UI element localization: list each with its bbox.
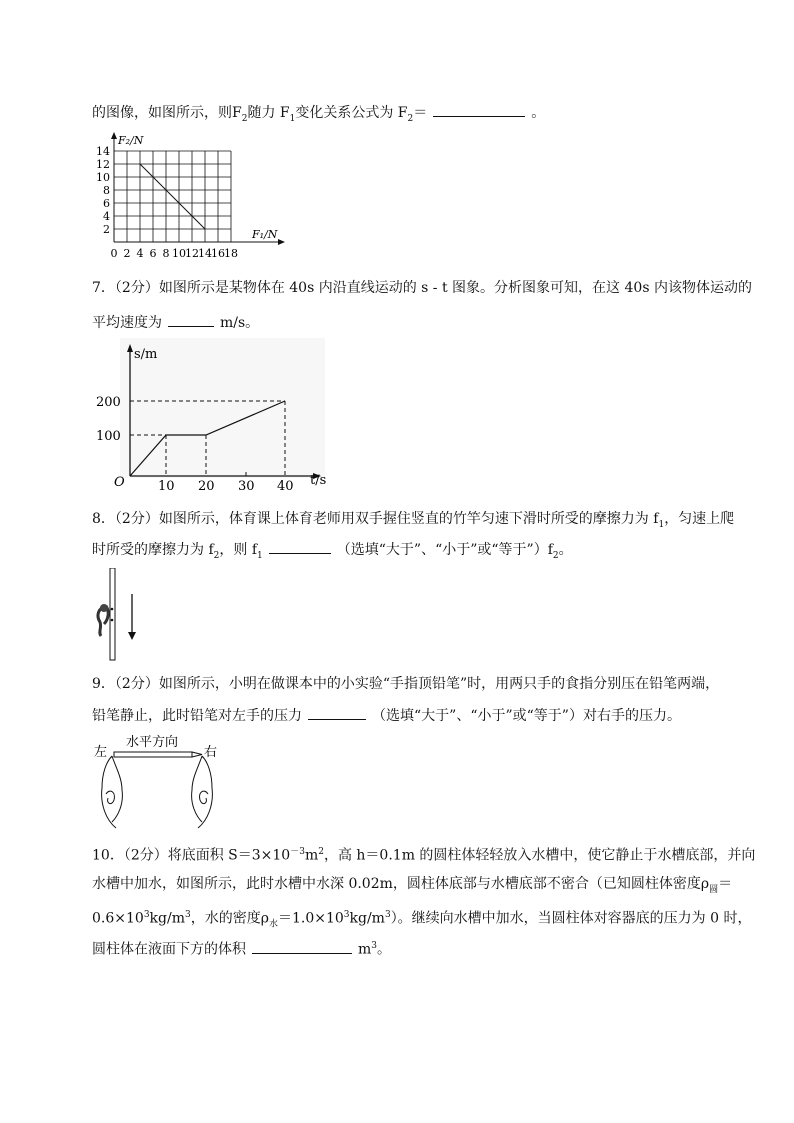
right-hand <box>192 756 213 828</box>
q7-text-b: m/s。 <box>220 315 260 331</box>
s-t-graph <box>92 338 342 490</box>
sup-minus3: －3 <box>290 847 305 857</box>
q10-line-3 <box>92 905 752 934</box>
y-tick-labels <box>96 145 110 236</box>
q8-line-2 <box>92 539 573 566</box>
q10-text-e: ＝ <box>718 876 733 892</box>
downward-arrow-head <box>128 632 136 640</box>
q10-text-m: m <box>358 941 372 958</box>
q8-line-1 <box>92 509 734 535</box>
pole-climber-figure <box>88 568 148 662</box>
sub-2: 2 <box>241 113 248 124</box>
q10-answer-blank[interactable] <box>252 939 352 954</box>
hand-dot-upper <box>111 608 114 611</box>
pencil-hands-figure <box>92 732 222 832</box>
y-tick-label: 10 <box>96 171 110 184</box>
sup-3d: 3 <box>384 910 391 920</box>
bamboo-pole <box>110 568 115 660</box>
x-tick-label: 16 <box>211 247 225 260</box>
q10-text-b: m <box>304 847 319 864</box>
q10-text-j: kg/m <box>349 910 385 927</box>
x-tick-label: 18 <box>224 247 238 260</box>
tick-label-40: 40 <box>277 479 294 490</box>
left-label: 左 <box>94 745 108 760</box>
x-axis-arrow <box>278 239 285 245</box>
q8-answer-blank[interactable] <box>269 539 331 554</box>
y-tick-label: 14 <box>96 145 110 158</box>
t-axis-label: t/s <box>310 473 327 488</box>
q6-text-b: 随力 F <box>247 105 290 121</box>
y-tick-label: 8 <box>103 184 110 197</box>
q6-answer-blank[interactable] <box>433 102 525 117</box>
q6-text-c: 变化关系公式为 F <box>295 105 408 121</box>
q10-text-c: ，高 h＝0.1m 的圆柱体轻轻放入水槽中，使它静止于水槽底部，并向 <box>323 847 756 864</box>
sup-3a: 3 <box>143 910 150 920</box>
sub-2b: 2 <box>407 113 414 124</box>
f2-f1-graph <box>92 130 292 265</box>
q6-text-d: ＝ <box>413 105 428 121</box>
y-tick-label: 2 <box>103 223 110 236</box>
sup-2: 2 <box>318 847 324 857</box>
tick-label-100: 100 <box>96 429 121 444</box>
sup-3c: 3 <box>343 910 350 920</box>
right-label: 右 <box>204 745 218 760</box>
sub-cylinder: 圆 <box>709 884 719 895</box>
q7-text-a: 平均速度为 <box>92 315 162 331</box>
sub-2b: 2 <box>552 550 559 561</box>
x-tick-label: 0 <box>110 247 118 260</box>
q10-line-4 <box>92 936 391 960</box>
x-tick-label: 10 <box>172 247 186 260</box>
q9-answer-blank[interactable] <box>308 705 366 720</box>
q10-text-i: ＝1.0×10 <box>277 910 344 927</box>
q10-text-g: kg/m <box>149 910 185 927</box>
left-hand <box>102 756 123 828</box>
q8-text-d: ，则 f <box>219 542 258 558</box>
sub-water: 水 <box>268 919 278 930</box>
q10-text-d: 水槽中加水，如图所示，此时水槽中水深 0.02m，圆柱体底部与水槽底部不密合（已知圆柱体密度ρ <box>92 876 710 892</box>
q9-line-1: 9．（2分）如图所示，小明在做课本中的小实验“手指顶铅笔”时，用两只手的食指分别压在铅笔两端， <box>92 676 720 692</box>
sub-1: 1 <box>658 519 665 530</box>
x-tick-label: 2 <box>123 247 131 260</box>
y-tick-label: 12 <box>96 158 110 171</box>
y-axis-arrow <box>111 132 117 139</box>
pencil-tip <box>192 752 202 757</box>
y-tick-label: 4 <box>103 210 110 223</box>
hand-dot-lower <box>111 619 114 622</box>
q10-text-l: 圆柱体在液面下方的体积 <box>92 941 246 958</box>
sub-1b: 1 <box>257 550 263 561</box>
q10-line-1 <box>92 842 755 866</box>
tick-label-20: 20 <box>198 479 215 490</box>
q6-text-a: 的图像，如图所示，则F <box>92 105 242 121</box>
q8-text-a: 8．（2分）如图所示，体育课上体育老师用双手握住竖直的竹竿匀速下滑时所受的摩擦力为 f <box>92 511 659 527</box>
q8-text-b: ，匀速上爬 <box>664 511 735 527</box>
x-tick-label: 14 <box>198 247 212 260</box>
direction-caption: 水平方向 <box>126 735 179 750</box>
x-tick-label: 8 <box>162 247 170 260</box>
pencil-body <box>114 752 192 757</box>
q6-text-line <box>92 102 545 129</box>
sub-1: 1 <box>289 113 296 124</box>
q6-text-e: 。 <box>531 105 546 121</box>
x-tick-labels <box>111 247 239 260</box>
origin-label: O <box>114 475 125 490</box>
q8-text-c: 时所受的摩擦力为 f <box>92 542 214 558</box>
q10-line-2 <box>92 874 732 900</box>
y-axis-label: F₂/N <box>118 134 144 147</box>
tick-label-200: 200 <box>96 395 121 410</box>
x-tick-label: 6 <box>149 247 157 260</box>
q10-text-n: 。 <box>377 941 392 958</box>
q8-text-e: （选填“大于”、“小于”或“等于”）f <box>336 542 553 558</box>
x-tick-label: 12 <box>185 247 199 260</box>
q10-text-a: 10．（2分）将底面积 S＝3×10 <box>92 847 291 864</box>
q9-text-b: （选填“大于”、“小于”或“等于”）对右手的压力。 <box>372 708 681 724</box>
q8-text-f: 。 <box>558 542 573 558</box>
q10-text-h: ，水的密度ρ <box>190 910 269 927</box>
s-axis-label: s/m <box>134 347 158 362</box>
q7-line-1: 7．（2分）如图所示是某物体在 40s 内沿直线运动的 s - t 图象。分析图象可知，在这 40s 内该物体运动的 <box>92 280 752 296</box>
q7-line-2 <box>92 312 259 333</box>
y-tick-label: 6 <box>103 197 110 210</box>
sub-2: 2 <box>213 550 220 561</box>
q10-text-k: ）。继续向水槽中加水，当圆柱体对容器底的压力为 0 时， <box>390 910 752 927</box>
q7-answer-blank[interactable] <box>168 312 214 327</box>
climber-head <box>100 604 108 612</box>
x-axis-label: F₁/N <box>252 228 278 241</box>
x-tick-label: 4 <box>136 247 144 260</box>
sup-3e: 3 <box>371 941 378 951</box>
tick-label-10: 10 <box>158 479 175 490</box>
sup-3b: 3 <box>184 910 191 920</box>
q9-line-2 <box>92 705 681 726</box>
tick-label-30: 30 <box>238 479 255 490</box>
f-relation-line <box>140 164 205 229</box>
q10-text-f: 0.6×10 <box>92 910 144 927</box>
q9-text-a: 铅笔静止，此时铅笔对左手的压力 <box>92 708 302 724</box>
